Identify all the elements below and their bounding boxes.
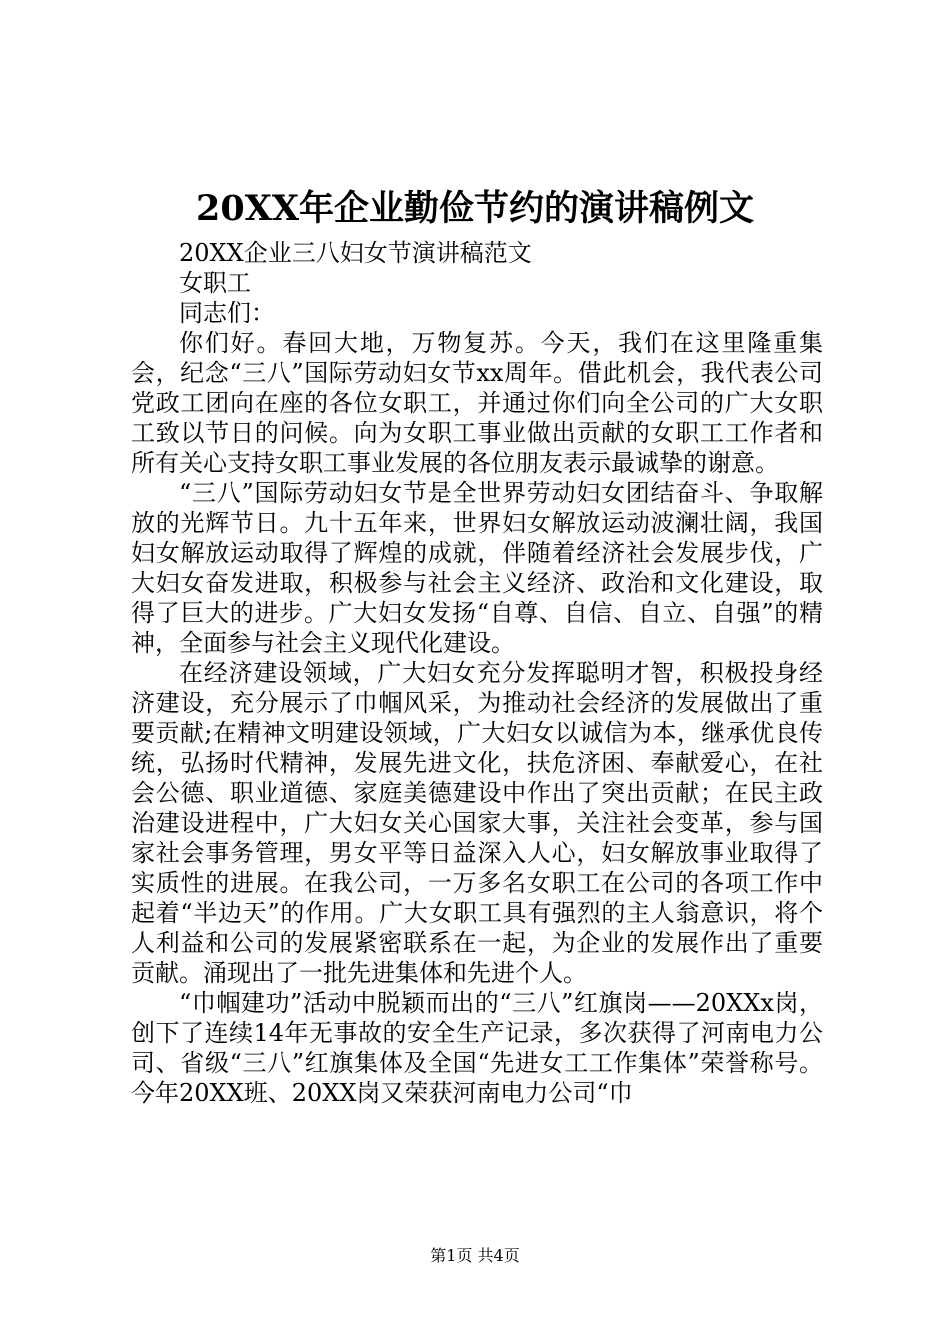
document-body <box>131 238 823 1108</box>
body-paragraph: “三八”国际劳动妇女节是全世界劳动妇女团结奋斗、争取解放的光辉节日。九十五年来，世界妇女解放运动波澜壮阔，我国妇女解放运动取得了辉煌的成就，伴随着经济社会发展步伐，广大妇女奋发进取，积极参与社会主义经济、政治和文化建设，取得了巨大的进步。广大妇女发扬“自尊、自信、自立、自强”的精神，全面参与社会主义现代化建设。 <box>131 479 823 657</box>
document-subtitle: 20XX企业三八妇女节演讲稿范文 <box>179 239 532 267</box>
document-title: 20XX年企业勤俭节约的演讲稿例文 <box>195 188 755 229</box>
body-paragraph: 在经济建设领域，广大妇女充分发挥聪明才智，积极投身经济建设，充分展示了巾帼风采，为推动社会经济的发展做出了重要贡献;在精神文明建设领域，广大妇女以诚信为本，继承优良传统，弘扬时代精神，发展先进文化，扶危济困、奉献爱心，在社会公德、职业道德、家庭美德建设中作出了突出贡献；在民主政治建设进程中，广大妇女关心国家大事，关注社会变革，参与国家社会事务管理，男女平等日益深入人心，妇女解放事业取得了实质性的进展。在我公司，一万多名女职工在公司的各项工作中起着“半边天”的作用。广大女职工具有强烈的主人翁意识，将个人利益和公司的发展紧密联系在一起，为企业的发展作出了重要贡献。涌现出了一批先进集体和先进个人。 <box>131 659 823 987</box>
audience-line: 女职工 <box>179 269 251 297</box>
page-number-footer: 第1页 共4页 <box>430 1246 520 1265</box>
salutation-line: 同志们： <box>179 299 275 327</box>
body-paragraph: 你们好。春回大地，万物复苏。今天，我们在这里隆重集会，纪念“三八”国际劳动妇女节xx周年。借此机会，我代表公司党政工团向在座的各位女职工，并通过你们向全公司的广大女职工致以节日的问候。向为女职工事业做出贡献的女职工工作者和所有关心支持女职工事业发展的各位朋友表示最诚挚的谢意。 <box>131 329 823 477</box>
body-paragraph: “巾帼建功”活动中脱颖而出的“三八”红旗岗——20XXx岗，创下了连续14年无事故的安全生产记录，多次获得了河南电力公司、省级“三八”红旗集体及全国“先进女工工作集体”荣誉称号。今年20XX班、20XX岗又荣获河南电力公司“巾 <box>131 989 823 1107</box>
